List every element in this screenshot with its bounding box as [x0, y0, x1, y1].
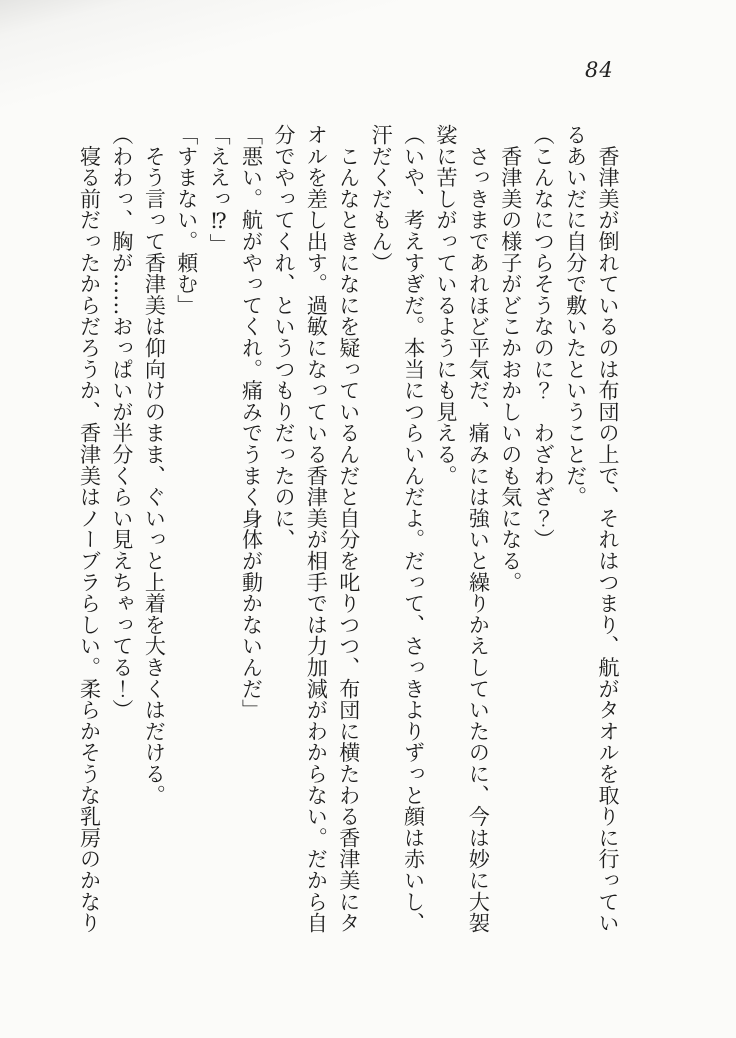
- text-line: 裟に苦しがっているようにも見える。: [433, 124, 458, 487]
- text-line: 寝る前だったからだろうか、香津美はノーブラらしい。柔らかそうな乳房のかなり: [77, 124, 102, 934]
- text-line: こんなときになにを疑っているんだと自分を叱りつつ、布団に横たわる香津美にタ: [336, 124, 361, 934]
- text-line: 香津美が倒れているのは布団の上で、それはつまり、航がタオルを取りに行ってい: [596, 124, 620, 934]
- page-number: 84: [585, 58, 614, 82]
- text-line: （わわっ、胸が……おっぱいが半分くらい見えちゃってる！）: [109, 124, 134, 721]
- text-line: （いや、考えすぎだ。本当につらいんだよ。だって、さっきよりずっと顔は赤いし、: [401, 124, 426, 934]
- text-line: 分でやってくれ、というつもりだったのに、: [271, 124, 296, 550]
- text-line: 香津美の様子がどこかおかしいのも気になる。: [498, 124, 523, 593]
- text-line: るあいだに自分で敷いたということだ。: [563, 124, 588, 508]
- text-line: さっきまであれほど平気だ、痛みには強いと繰りかえしていたのに、今は妙に大袈: [466, 124, 491, 934]
- text-line: （こんなにつらそうなのに？ わざわざ？）: [531, 124, 556, 550]
- text-line: 「すまない。頼む」: [174, 124, 199, 316]
- text-line: オルを差し出す。過敏になっている香津美が相手では力加減がわからない。だから自: [304, 124, 329, 934]
- text-line: 汗だくだもん）: [369, 124, 394, 274]
- vertical-text-block: [73, 124, 624, 938]
- text-line: 「悪い。航がやってくれ。痛みでうまく身体が動かないんだ」: [239, 124, 264, 721]
- text-line: 「ええっ⁉」: [207, 124, 232, 255]
- text-line: そう言って香津美は仰向けのまま、ぐいっと上着を大きくはだける。: [142, 124, 167, 806]
